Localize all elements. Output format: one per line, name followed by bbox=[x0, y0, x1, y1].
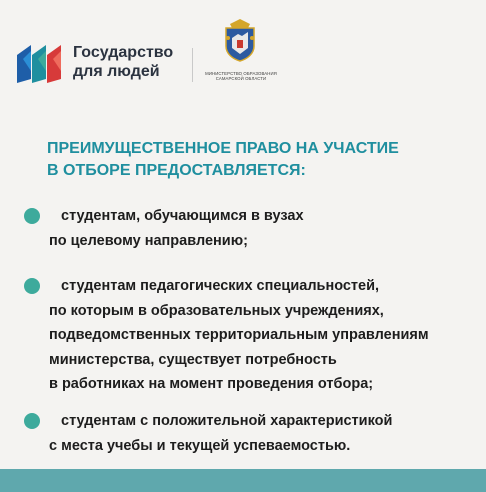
ministry-caption bbox=[196, 71, 286, 82]
list-item-line: студентам педагогических специальностей, bbox=[61, 278, 380, 294]
brand-line-1: Государство bbox=[73, 44, 174, 61]
list-item-line: с места учебы и текущей успеваемостью. bbox=[49, 437, 351, 454]
list-item-text bbox=[49, 409, 392, 458]
list-item-line: в работниках на момент проведения отбора; bbox=[49, 376, 374, 392]
bullet-dot-icon bbox=[24, 208, 40, 224]
heading-line-1: ПРЕИМУЩЕСТВЕННОЕ ПРАВО НА УЧАСТИЕ bbox=[47, 140, 399, 157]
section-heading bbox=[47, 138, 399, 182]
header-divider bbox=[192, 48, 193, 82]
list-item-line: министерства, существует потребность bbox=[49, 351, 337, 368]
list-item-line: подведомственных территориальным управлениям bbox=[49, 327, 429, 343]
list-item-line: студентам с положительной характеристикой bbox=[61, 413, 393, 429]
gosudarstvo-dlya-lyudey-logo-icon bbox=[17, 41, 61, 83]
header bbox=[0, 0, 486, 100]
brand-name bbox=[73, 43, 173, 81]
ministry-line-1: МИНИСТЕРСТВО ОБРАЗОВАНИЯ bbox=[205, 71, 277, 76]
footer-bar bbox=[0, 469, 486, 492]
list-item-line: студентам, обучающимся в вузах bbox=[61, 208, 304, 224]
bullet-dot-icon bbox=[24, 278, 40, 294]
ministry-line-2: САМАРСКОЙ ОБЛАСТИ bbox=[215, 76, 267, 82]
brand-line-2: для людей bbox=[73, 63, 160, 80]
bullet-dot-icon bbox=[24, 413, 40, 429]
heading-line-2: В ОТБОРЕ ПРЕДОСТАВЛЯЕТСЯ: bbox=[47, 162, 306, 179]
samara-region-emblem-icon bbox=[222, 18, 258, 62]
list-item-text bbox=[49, 274, 429, 397]
list-item-text bbox=[49, 204, 304, 253]
list-item-line: по целевому направлению; bbox=[49, 232, 248, 249]
list-item-line: по которым в образовательных учреждениях, bbox=[49, 302, 384, 319]
